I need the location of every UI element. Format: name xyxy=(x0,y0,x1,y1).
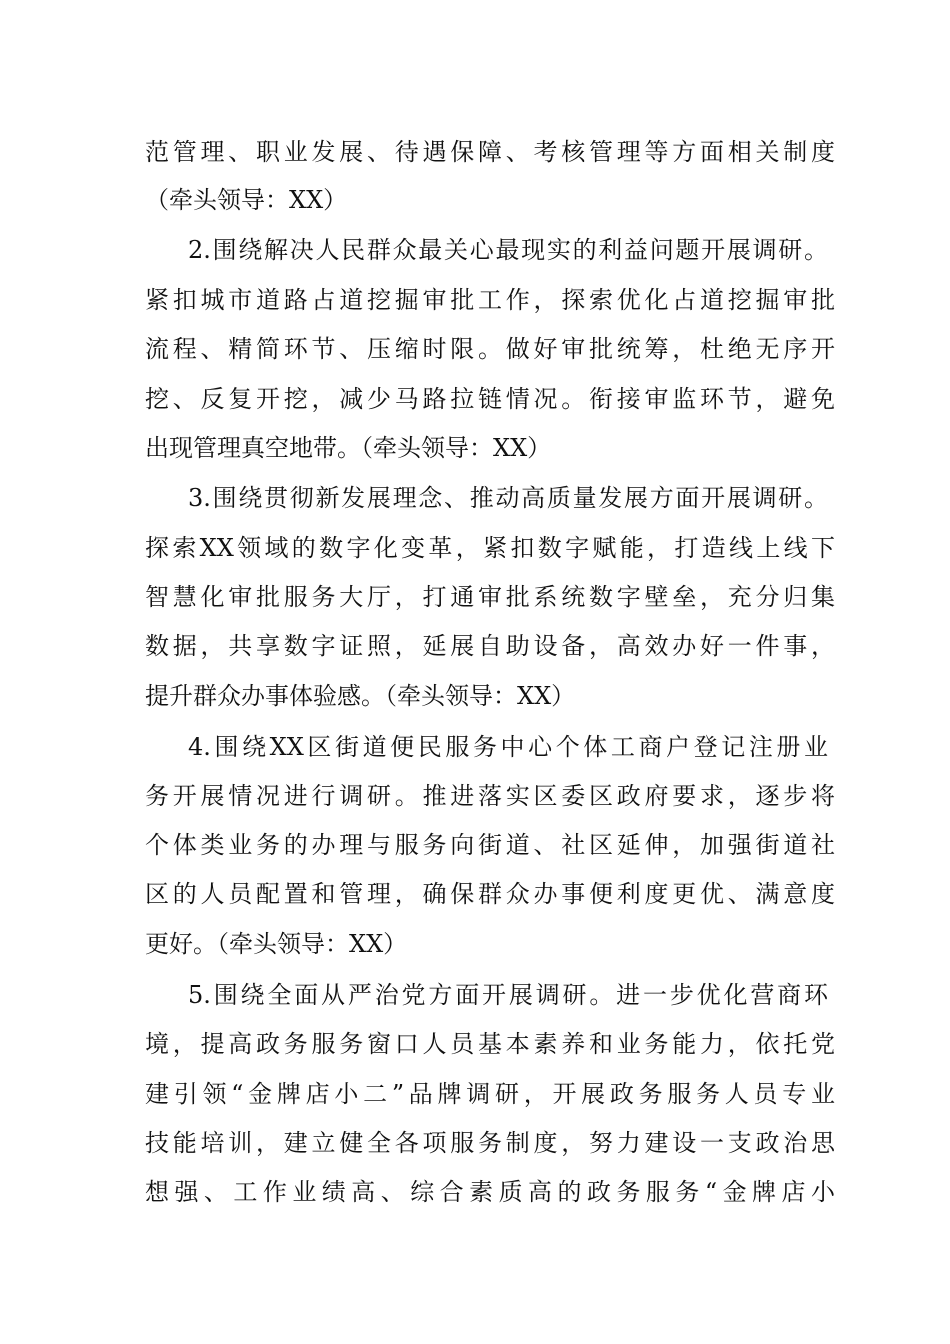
text-line-6: 挖、反复开挖，减少马路拉链情况。衔接审监环节，避免 xyxy=(145,385,835,413)
text-line-11: 数据，共享数字证照，延展自助设备，高效办好一件事， xyxy=(145,632,835,660)
text-line-10: 智慧化审批服务大厅，打通审批系统数字壁垒，充分归集 xyxy=(145,583,835,611)
text-line-19: 境，提高政务服务窗口人员基本素养和业务能力，依托党 xyxy=(145,1030,835,1058)
text-line-2: （牵头领导：XX） xyxy=(145,186,348,214)
text-line-15: 个体类业务的办理与服务向街道、社区延伸，加强街道社 xyxy=(145,831,835,859)
text-line-5: 流程、精简环节、压缩时限。做好审批统筹，杜绝无序开 xyxy=(145,335,835,363)
text-line-20: 建引领“金牌店小二”品牌调研，开展政务服务人员专业 xyxy=(145,1080,835,1108)
text-line-22: 想强、工作业绩高、综合素质高的政务服务“金牌店小 xyxy=(145,1178,835,1206)
text-line-7: 出现管理真空地带。（牵头领导：XX） xyxy=(145,434,552,462)
item-4-heading: 4.围绕XX区街道便民服务中心个体工商户登记注册业 xyxy=(188,733,828,761)
text-line-14: 务开展情况进行调研。推进落实区委区政府要求，逐步将 xyxy=(145,782,835,810)
text-line-12: 提升群众办事体验感。（牵头领导：XX） xyxy=(145,682,576,710)
text-line-21: 技能培训，建立健全各项服务制度，努力建设一支政治思 xyxy=(145,1129,835,1157)
text-line-17: 更好。（牵头领导：XX） xyxy=(145,930,408,958)
item-3-heading: 3.围绕贯彻新发展理念、推动高质量发展方面开展调研。 xyxy=(188,484,828,512)
item-5-heading: 5.围绕全面从严治党方面开展调研。进一步优化营商环 xyxy=(188,981,828,1009)
text-line-4: 紧扣城市道路占道挖掘审批工作，探索优化占道挖掘审批 xyxy=(145,286,835,314)
text-line-1: 范管理、职业发展、待遇保障、考核管理等方面相关制度 xyxy=(145,138,835,166)
text-line-16: 区的人员配置和管理，确保群众办事便利度更优、满意度 xyxy=(145,880,835,908)
text-line-9: 探索XX领域的数字化变革，紧扣数字赋能，打造线上线下 xyxy=(145,534,835,562)
item-2-heading: 2.围绕解决人民群众最关心最现实的利益问题开展调研。 xyxy=(188,236,828,264)
